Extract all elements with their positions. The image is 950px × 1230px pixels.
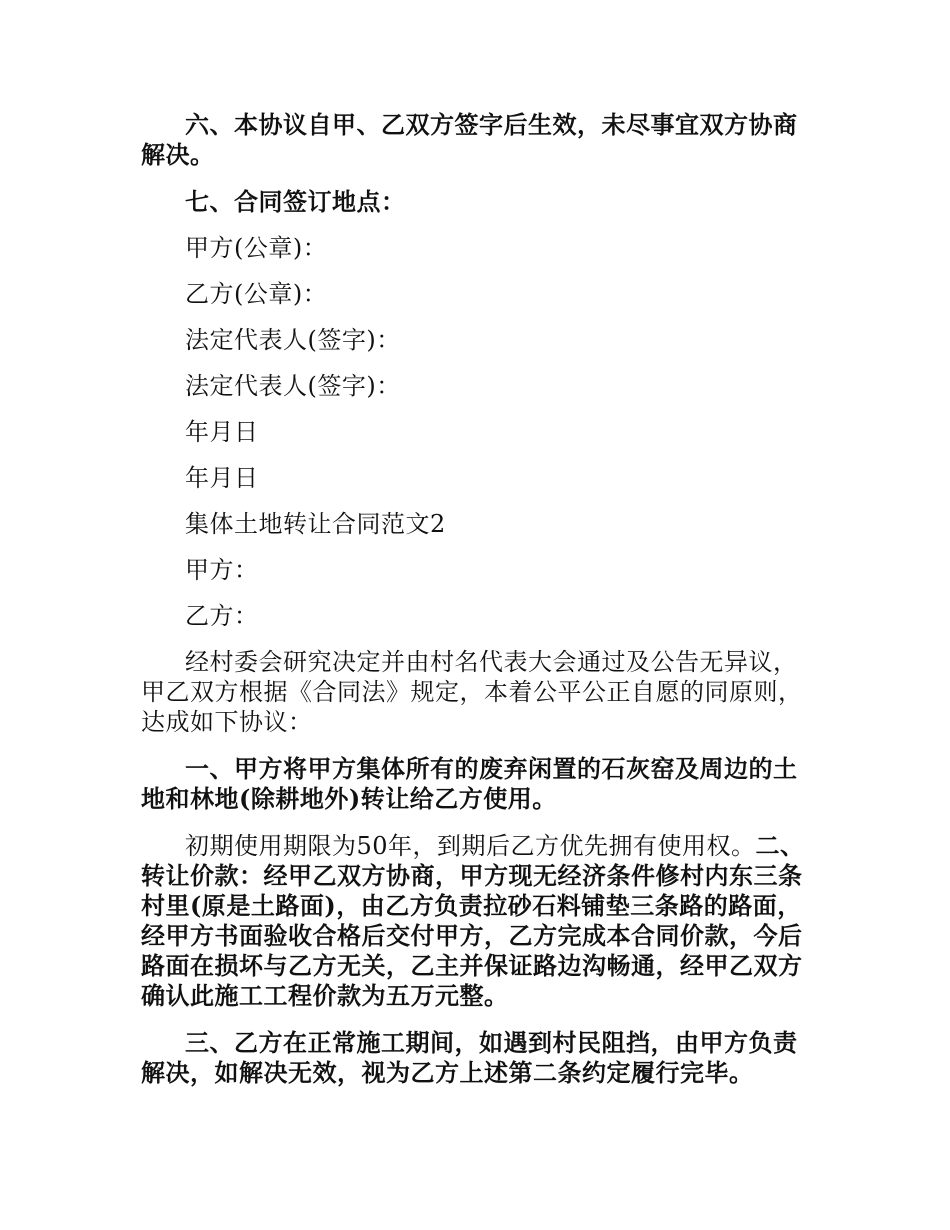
section-title: 集体土地转让合同范文2 [185, 510, 446, 538]
party-a-seal-line: 甲方(公章)： [185, 234, 328, 262]
date-line-a: 年月日 [185, 418, 259, 446]
date-line-b: 年月日 [185, 464, 259, 492]
clause-seven-heading: 七、合同签订地点： [185, 187, 406, 216]
document-body [141, 110, 809, 1088]
clause-term-and-price [141, 831, 809, 1011]
term-sentence: 初期使用期限为50年，到期后乙方优先拥有使用权。 [185, 832, 756, 860]
legal-rep-signature-line-a: 法定代表人(签字)： [185, 326, 401, 354]
preamble-paragraph: 经村委会研究决定并由村名代表大会通过及公告无异议，甲乙双方根据《合同法》规定，本着公平公正自愿的同原则，达成如下协议： [141, 648, 803, 736]
party-b-seal-line: 乙方(公章)： [185, 280, 328, 308]
clause-two: 二、转让价款：经甲乙双方协商，甲方现无经济条件修村内东三条村里(原是土路面)，由乙方负责拉砂石料铺垫三条路的路面，经甲方书面验收合格后交付甲方，乙方完成本合同价款，今后路面在损坏与乙方无关，乙主并保证路边沟畅通，经甲乙双方确认此施工工程价款为五万元整。 [141, 831, 805, 1010]
clause-one: 一、甲方将甲方集体所有的废弃闲置的石灰窑及周边的土地和林地(除耕地外)转让给乙方使用。 [141, 754, 798, 813]
clause-three: 三、乙方在正常施工期间，如遇到村民阻挡，由甲方负责解决，如解决无效，视为乙方上述第二条约定履行完毕。 [141, 1028, 798, 1087]
legal-rep-signature-line-b: 法定代表人(签字)： [185, 372, 401, 400]
party-b-label: 乙方： [185, 602, 259, 630]
party-a-label: 甲方： [185, 556, 259, 584]
clause-six: 六、本协议自甲、乙双方签字后生效，未尽事宜双方协商解决。 [141, 110, 798, 169]
